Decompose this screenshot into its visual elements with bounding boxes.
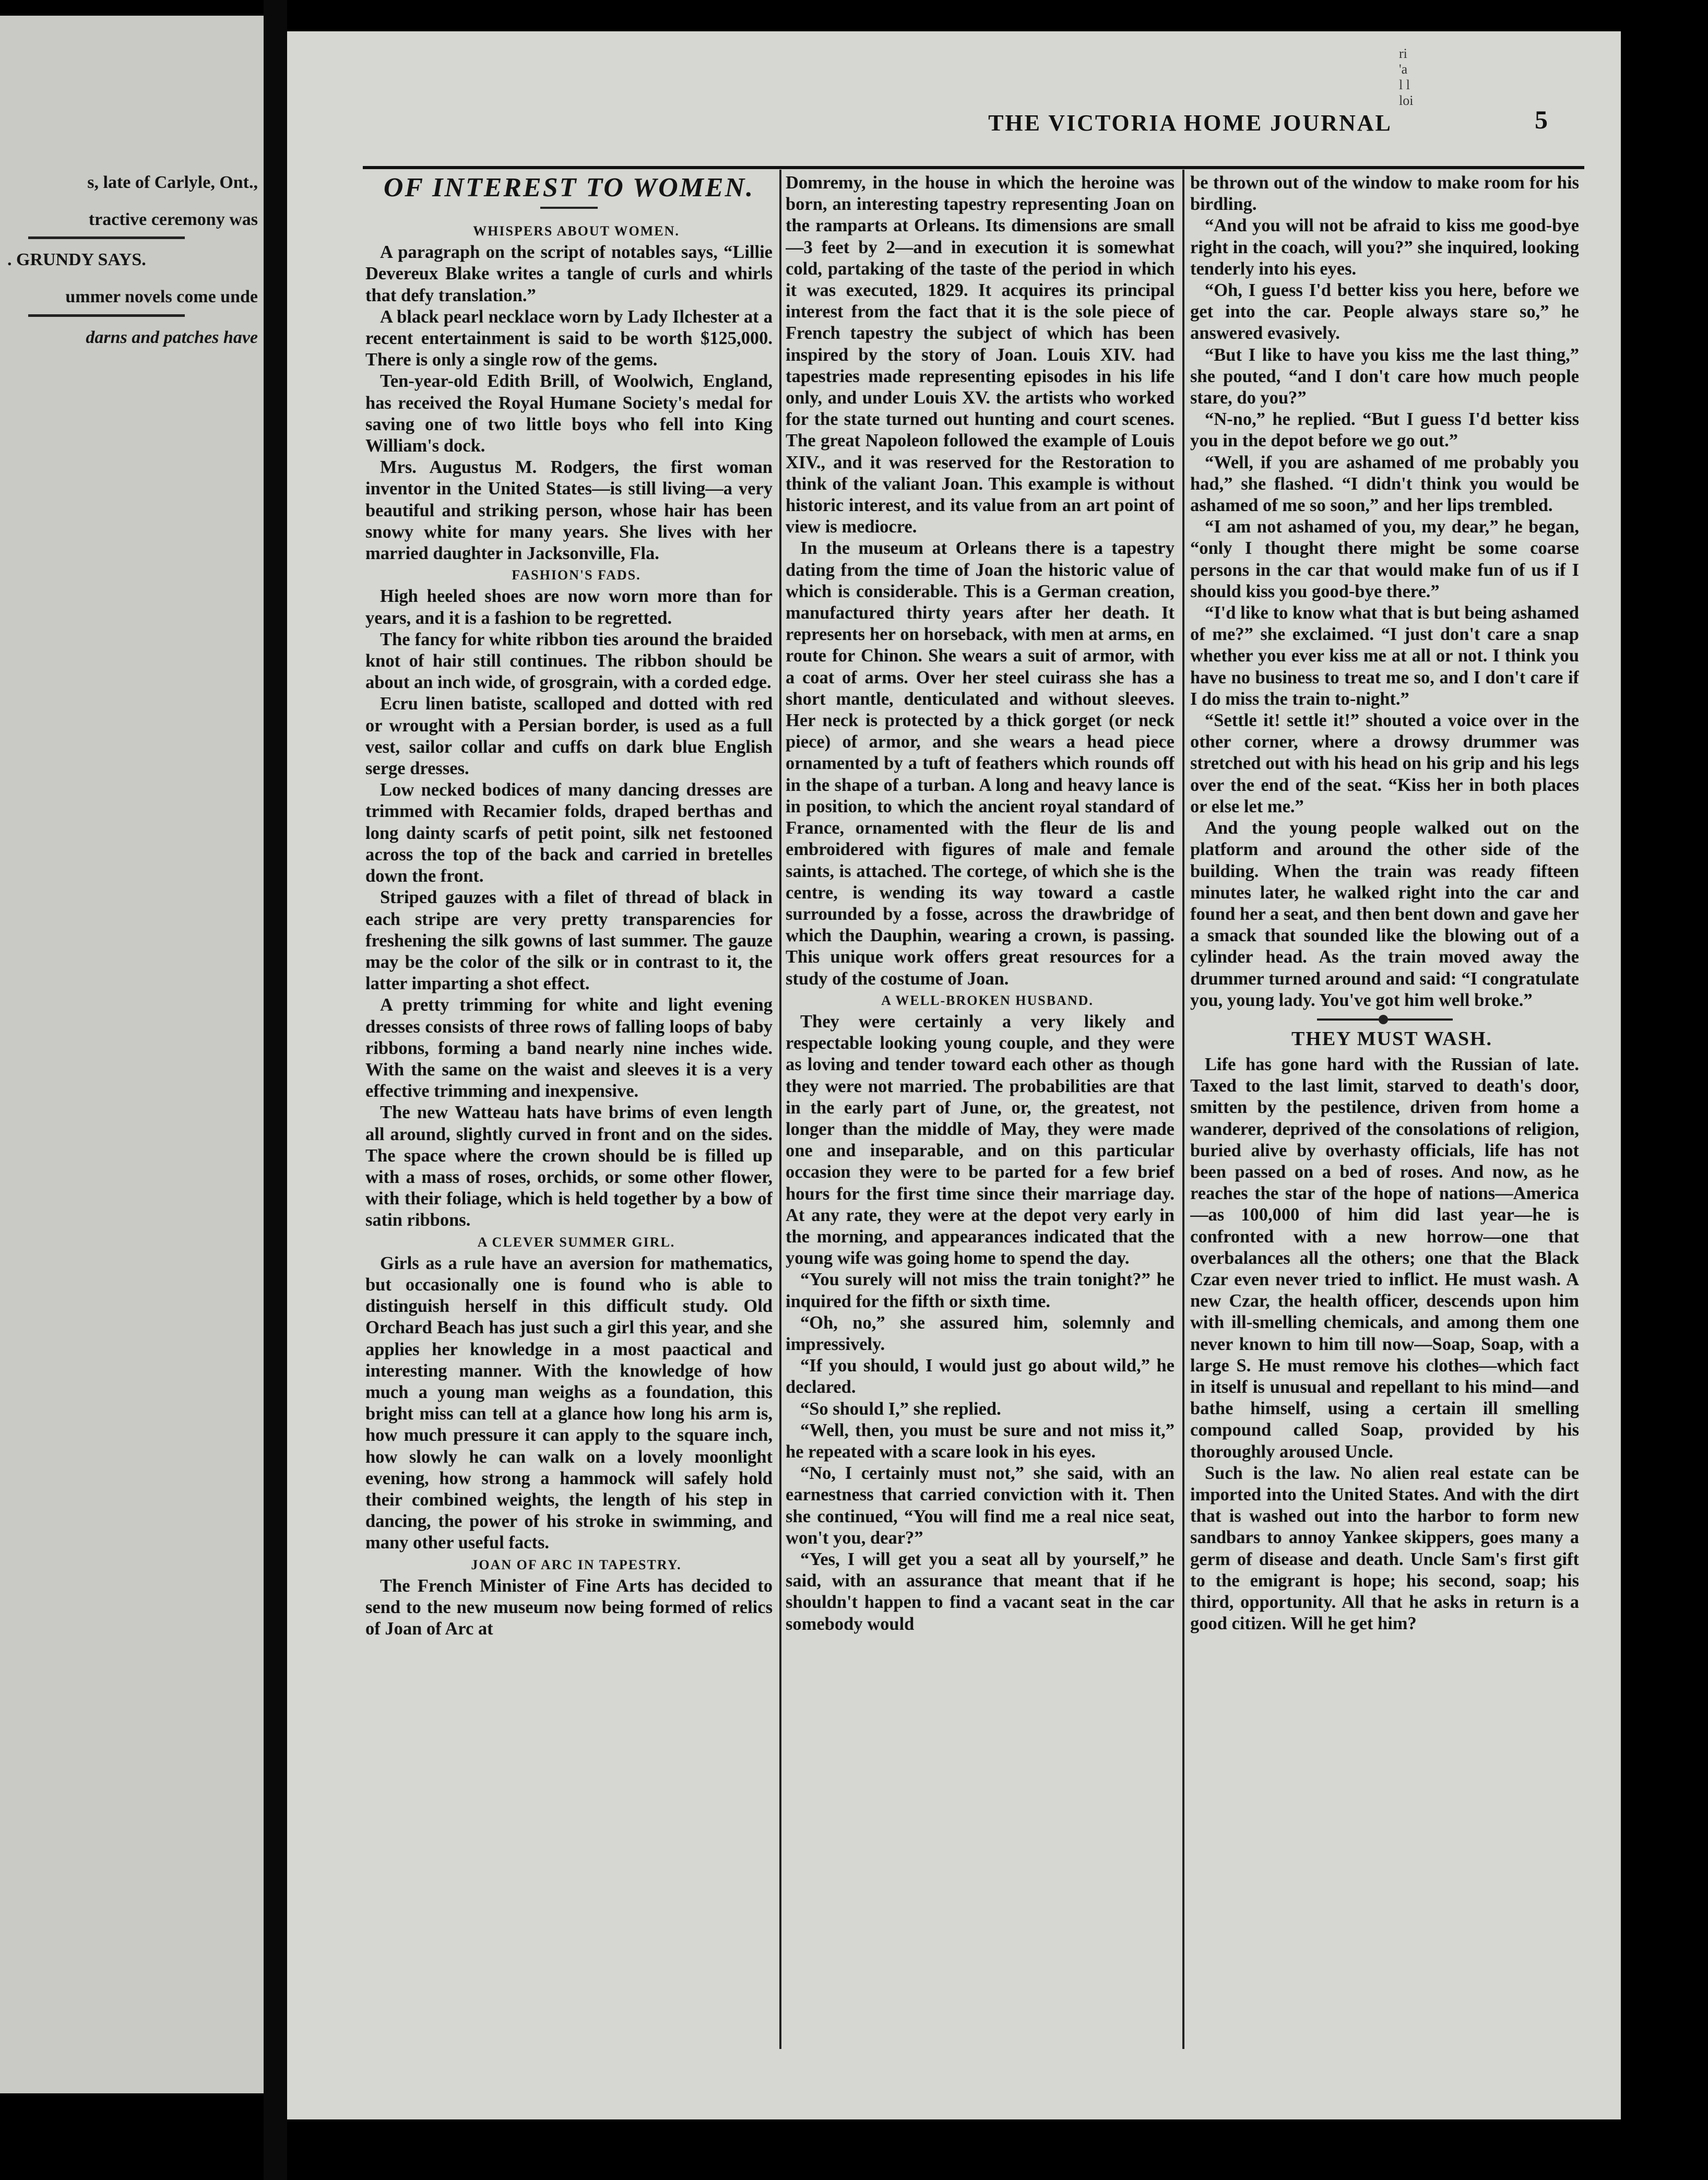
binding-gutter bbox=[264, 0, 287, 2180]
paragraph: “You surely will not miss the train tonight?” he inquired for the fifth or sixth time. bbox=[786, 1270, 1175, 1311]
subheading: FASHION'S FADS. bbox=[512, 567, 641, 583]
fragment-block-d bbox=[7, 327, 258, 349]
subheading: JOAN OF ARC IN TAPESTRY. bbox=[471, 1557, 682, 1572]
paragraph: A paragraph on the script of notables says, “Lillie Devereux Blake writes a tangle of curls and whirls that defy translation.” bbox=[365, 242, 773, 305]
subheading: WHISPERS ABOUT WOMEN. bbox=[473, 223, 680, 239]
paragraph: “And you will not be afraid to kiss me good-bye right in the coach, will you?” she inquired, looking tenderly into his eyes. bbox=[1190, 216, 1579, 279]
column-rule bbox=[1182, 170, 1184, 2049]
paragraph: “Oh, I guess I'd better kiss you here, before we get into the car. People always stare so,” he answered evasively. bbox=[1190, 280, 1579, 343]
paragraph: In the museum at Orleans there is a tapestry dating from the time of Joan the historic value of which is considerable. This is a German creation, manufactured thirty years after her death. It represents her on horseback, with men at arms, en route for Chinon. She wears a suit of armor, with a coat of arms. Over her steel cuirass she has a short mantle, denticulated and without sleeves. Her neck is protected by a thick gorget (or neck piece) of armor, and she wears a head piece ornamented by a tuft of feathers which rounds off in the shape of a turban. A long and heavy lance is in position, to which the ancient royal standard of France, ornamented with the fleur de lis and embroidered with figures of male and female saints, is attached. The cortege, of which she is the centre, is wending its way toward a castle surrounded by a fosse, across the drawbridge of which the Dauphin, wearing a crown, is passing. This unique work offers great resources for a study of the costume of Joan. bbox=[786, 538, 1175, 989]
fragment-heading: . GRUNDY SAYS. bbox=[7, 250, 146, 270]
page-number: 5 bbox=[1535, 105, 1548, 134]
paragraph: “Yes, I will get you a seat all by yourself,” he said, with an assurance that meant that if he shouldn't happen to find a vacant seat in the car somebody would bbox=[786, 1549, 1175, 1634]
running-head: THE VICTORIA HOME JOURNAL bbox=[988, 110, 1392, 136]
paragraph: High heeled shoes are now worn more than for years, and it is a fashion to be regretted. bbox=[365, 586, 773, 628]
paragraph: “I'd like to know what that is but being ashamed of me?” she exclaimed. “I just don't care a snap whether you ever kiss me at all or not. I think you have no business to treat me so, and I don't care if I do miss the train to-night.” bbox=[1190, 603, 1579, 709]
paragraph: “No, I certainly must not,” she said, with an earnestness that carried conviction with it. Then she continued, “You will find me a real nice seat, won't you, dear?” bbox=[786, 1463, 1175, 1548]
subheading: A WELL-BROKEN HUSBAND. bbox=[881, 992, 1094, 1008]
column-2 bbox=[786, 172, 1175, 2072]
newspaper-page bbox=[287, 31, 1621, 2119]
fragment-line: tractive ceremony was bbox=[88, 209, 258, 229]
paragraph: The new Watteau hats have brims of even length all around, slightly curved in front and on the sides. The space where the crown should be is filled up with a mass of roses, orchids, or some other flower, with their foliage, which is held together by a bow of satin ribbons. bbox=[365, 1103, 773, 1230]
paragraph: “So should I,” she replied. bbox=[800, 1399, 1001, 1419]
article-heading: THEY MUST WASH. bbox=[1291, 1027, 1493, 1050]
paragraph: Such is the law. No alien real estate can be imported into the United States. And with the dirt that is washed out into the harbor to form new sandbars to annoy Yankee skippers, goes many a germ of disease and death. Uncle Sam's first gift to the emigrant is hope; his second, soap; his third, opportunity. All that he asks in return is a good citizen. Will he get him? bbox=[1190, 1463, 1579, 1634]
column-3 bbox=[1190, 172, 1579, 2072]
paragraph: Ecru linen batiste, scalloped and dotted with red or wrought with a Persian border, is used as a full vest, sailor collar and cuffs on dark blue English serge dresses. bbox=[365, 694, 773, 779]
paragraph: A black pearl necklace worn by Lady Ilchester at a recent entertainment is said to be worth $125,000. There is only a single row of the gems. bbox=[365, 306, 773, 370]
title-rule bbox=[540, 207, 598, 209]
subheading: A CLEVER SUMMER GIRL. bbox=[477, 1234, 675, 1250]
marginal-marks bbox=[1399, 46, 1413, 109]
header-rule bbox=[363, 166, 1584, 169]
facing-page-fragment bbox=[0, 16, 264, 2093]
fragment-block-c bbox=[7, 287, 258, 308]
paragraph: And the young people walked out on the platform and around the other side of the building. When the train was ready fifteen minutes later, he walked right into the car and found her a seat, and then bent down and gave her a smack that sounded like the blowing out of a cylinder head. As the train moved away the drummer turned around and said: “I congratulate you, young lady. You've got him well broke.” bbox=[1190, 818, 1579, 1010]
marginal-mark: loi bbox=[1399, 93, 1414, 108]
marginal-mark: 'a bbox=[1399, 62, 1408, 77]
paragraph: Mrs. Augustus M. Rodgers, the first woman inventor in the United States—is still living—a very beautiful and striking person, whose hair has been snowy white for many years. She lives with her married daughter in Jacksonville, Fla. bbox=[365, 457, 773, 564]
paragraph: “But I like to have you kiss me the last thing,” she pouted, “and I don't care how much people stare, do you?” bbox=[1190, 345, 1579, 408]
fragment-block-b bbox=[7, 209, 258, 231]
paragraph: Striped gauzes with a filet of thread of black in each stripe are very pretty transparencies for freshening the silk gowns of last summer. The gauze may be the color of the silk or in contrast to it, the latter imparting a shot effect. bbox=[365, 887, 773, 994]
marginal-mark: ri bbox=[1399, 46, 1407, 61]
paragraph: The French Minister of Fine Arts has decided to send to the new museum now being formed of relics of Joan of Arc at bbox=[365, 1575, 773, 1639]
paragraph: “Oh, no,” she assured him, solemnly and impressively. bbox=[786, 1312, 1175, 1354]
paragraph: “N-no,” he replied. “But I guess I'd better kiss you in the depot before we go out.” bbox=[1190, 409, 1579, 451]
marginal-mark: l l bbox=[1399, 77, 1410, 92]
facing-page-text bbox=[7, 16, 258, 348]
section-divider bbox=[1317, 1018, 1453, 1021]
paragraph: be thrown out of the window to make room for his birdling. bbox=[1190, 173, 1579, 215]
column-1 bbox=[365, 172, 773, 2072]
fragment-block-a bbox=[7, 172, 258, 194]
paragraph: “Well, if you are ashamed of me probably you had,” she flashed. “I didn't think you would be ashamed of me so soon,” and her lips trembled. bbox=[1190, 452, 1579, 516]
fragment-line: darns and patches have bbox=[86, 327, 258, 347]
paragraph: “If you should, I would just go about wild,” he declared. bbox=[786, 1356, 1175, 1397]
fragment-rule bbox=[28, 314, 185, 327]
paragraph: “I am not ashamed of you, my dear,” he began, “only I thought there might be some coarse persons in the car that would make fun of us if I should kiss you good-bye there.” bbox=[1190, 517, 1579, 601]
fragment-line: s, late of Carlyle, Ont., bbox=[87, 173, 258, 192]
paragraph: A pretty trimming for white and light evening dresses consists of three rows of falling loops of baby ribbons, forming a band nearly nine inches wide. With the same on the waist and sleeves it is a very effective trimming and inexpensive. bbox=[365, 995, 773, 1101]
paragraph: Ten-year-old Edith Brill, of Woolwich, England, has received the Royal Humane Society's medal for saving one of two little boys who fell into King William's dock. bbox=[365, 371, 773, 456]
paragraph: “Well, then, you must be sure and not miss it,” he repeated with a scare look in his eyes. bbox=[786, 1420, 1175, 1462]
paragraph: They were certainly a very likely and respectable looking young couple, and they were as loving and tender toward each other as though they were not married. The probabilities are that in the early part of June, or, the greatest, not longer than the middle of May, they were made one and inseparable, and on this particular occasion they were to be parted for a few brief hours for the first time since their marriage day. At any rate, they were at the depot very early in the morning, and appearances indicated that the young wife was going home to spend the day. bbox=[786, 1011, 1175, 1269]
paragraph: Domremy, in the house in which the heroine was born, an interesting tapestry representing Joan on the ramparts at Orleans. Its dimensions are small—3 feet by 2—and in execution it is somewhat cold, partaking of the taste of the period in which it was executed, 1829. It acquires its principal interest from the fact that it is the sole piece of French tapestry the subject of which has been inspired by the story of Joan. Louis XIV. had tapestries made representing episodes in his life only, and under Louis XV. the artists who worked for the state turned out hunting and court scenes. The great Napoleon followed the example of Louis XIV., and it was reserved for the Restoration to think of the valiant Joan. This example is without historic interest, and its value from an art point of view is mediocre. bbox=[786, 173, 1175, 537]
paragraph: Low necked bodices of many dancing dresses are trimmed with Recamier folds, draped berthas and long dainty scarfs of petit point, silk net festooned across the top of the back and carried in bretelles down the front. bbox=[365, 780, 773, 886]
fragment-line: ummer novels come unde bbox=[65, 287, 258, 307]
paragraph: Girls as a rule have an aversion for mathematics, but occasionally one is found who is able to distinguish herself in this difficult study. Old Orchard Beach has just such a girl this year, and she applies her knowledge in a most paactical and interesting manner. With the knowledge of how much a young man weighs as a foundation, this bright miss can tell at a glance how long his arm is, how much pressure it can apply to the square inch, how slowly he can walk on a lovely moonlight evening, how strong a hammock will safely hold their combined weights, the length of his step in dancing, the power of his stroke in swimming, and many other useful facts. bbox=[365, 1253, 773, 1553]
paragraph: “Settle it! settle it!” shouted a voice over in the other corner, where a drowsy drummer was stretched out with his head on his grip and his legs over the end of the seat. “Kiss her in both places or else let me.” bbox=[1190, 710, 1579, 816]
paragraph: The fancy for white ribbon ties around the braided knot of hair still continues. The ribbon should be about an inch wide, of grosgrain, with a corded edge. bbox=[365, 629, 773, 693]
fragment-rule bbox=[28, 236, 185, 250]
section-title: OF INTEREST TO WOMEN. bbox=[383, 173, 755, 203]
paragraph: Life has gone hard with the Russian of late. Taxed to the last limit, starved to death's door, smitten by the pestilence, driven from home a wanderer, deprived of the consolations of religion, buried alive by overhasty officials, life has not been passed on a bed of roses. And now, as he reaches the star of the hope of nations—America—as 100,000 of him did last year—he is confronted with a new horrow—one that overbalances all the others; one that the Black Czar even never tried to inflict. He must wash. A new Czar, the health officer, descends upon him with ill-smelling chemicals, and among them one never known to him till now—Soap, Soap, with a large S. He must remove his clothes—which fact in itself is unusual and repellant to his mind—and bathe himself, using a certain ill smelling compound called Soap, provided by his thoroughly aroused Uncle. bbox=[1190, 1054, 1579, 1462]
column-rule bbox=[779, 170, 781, 2049]
